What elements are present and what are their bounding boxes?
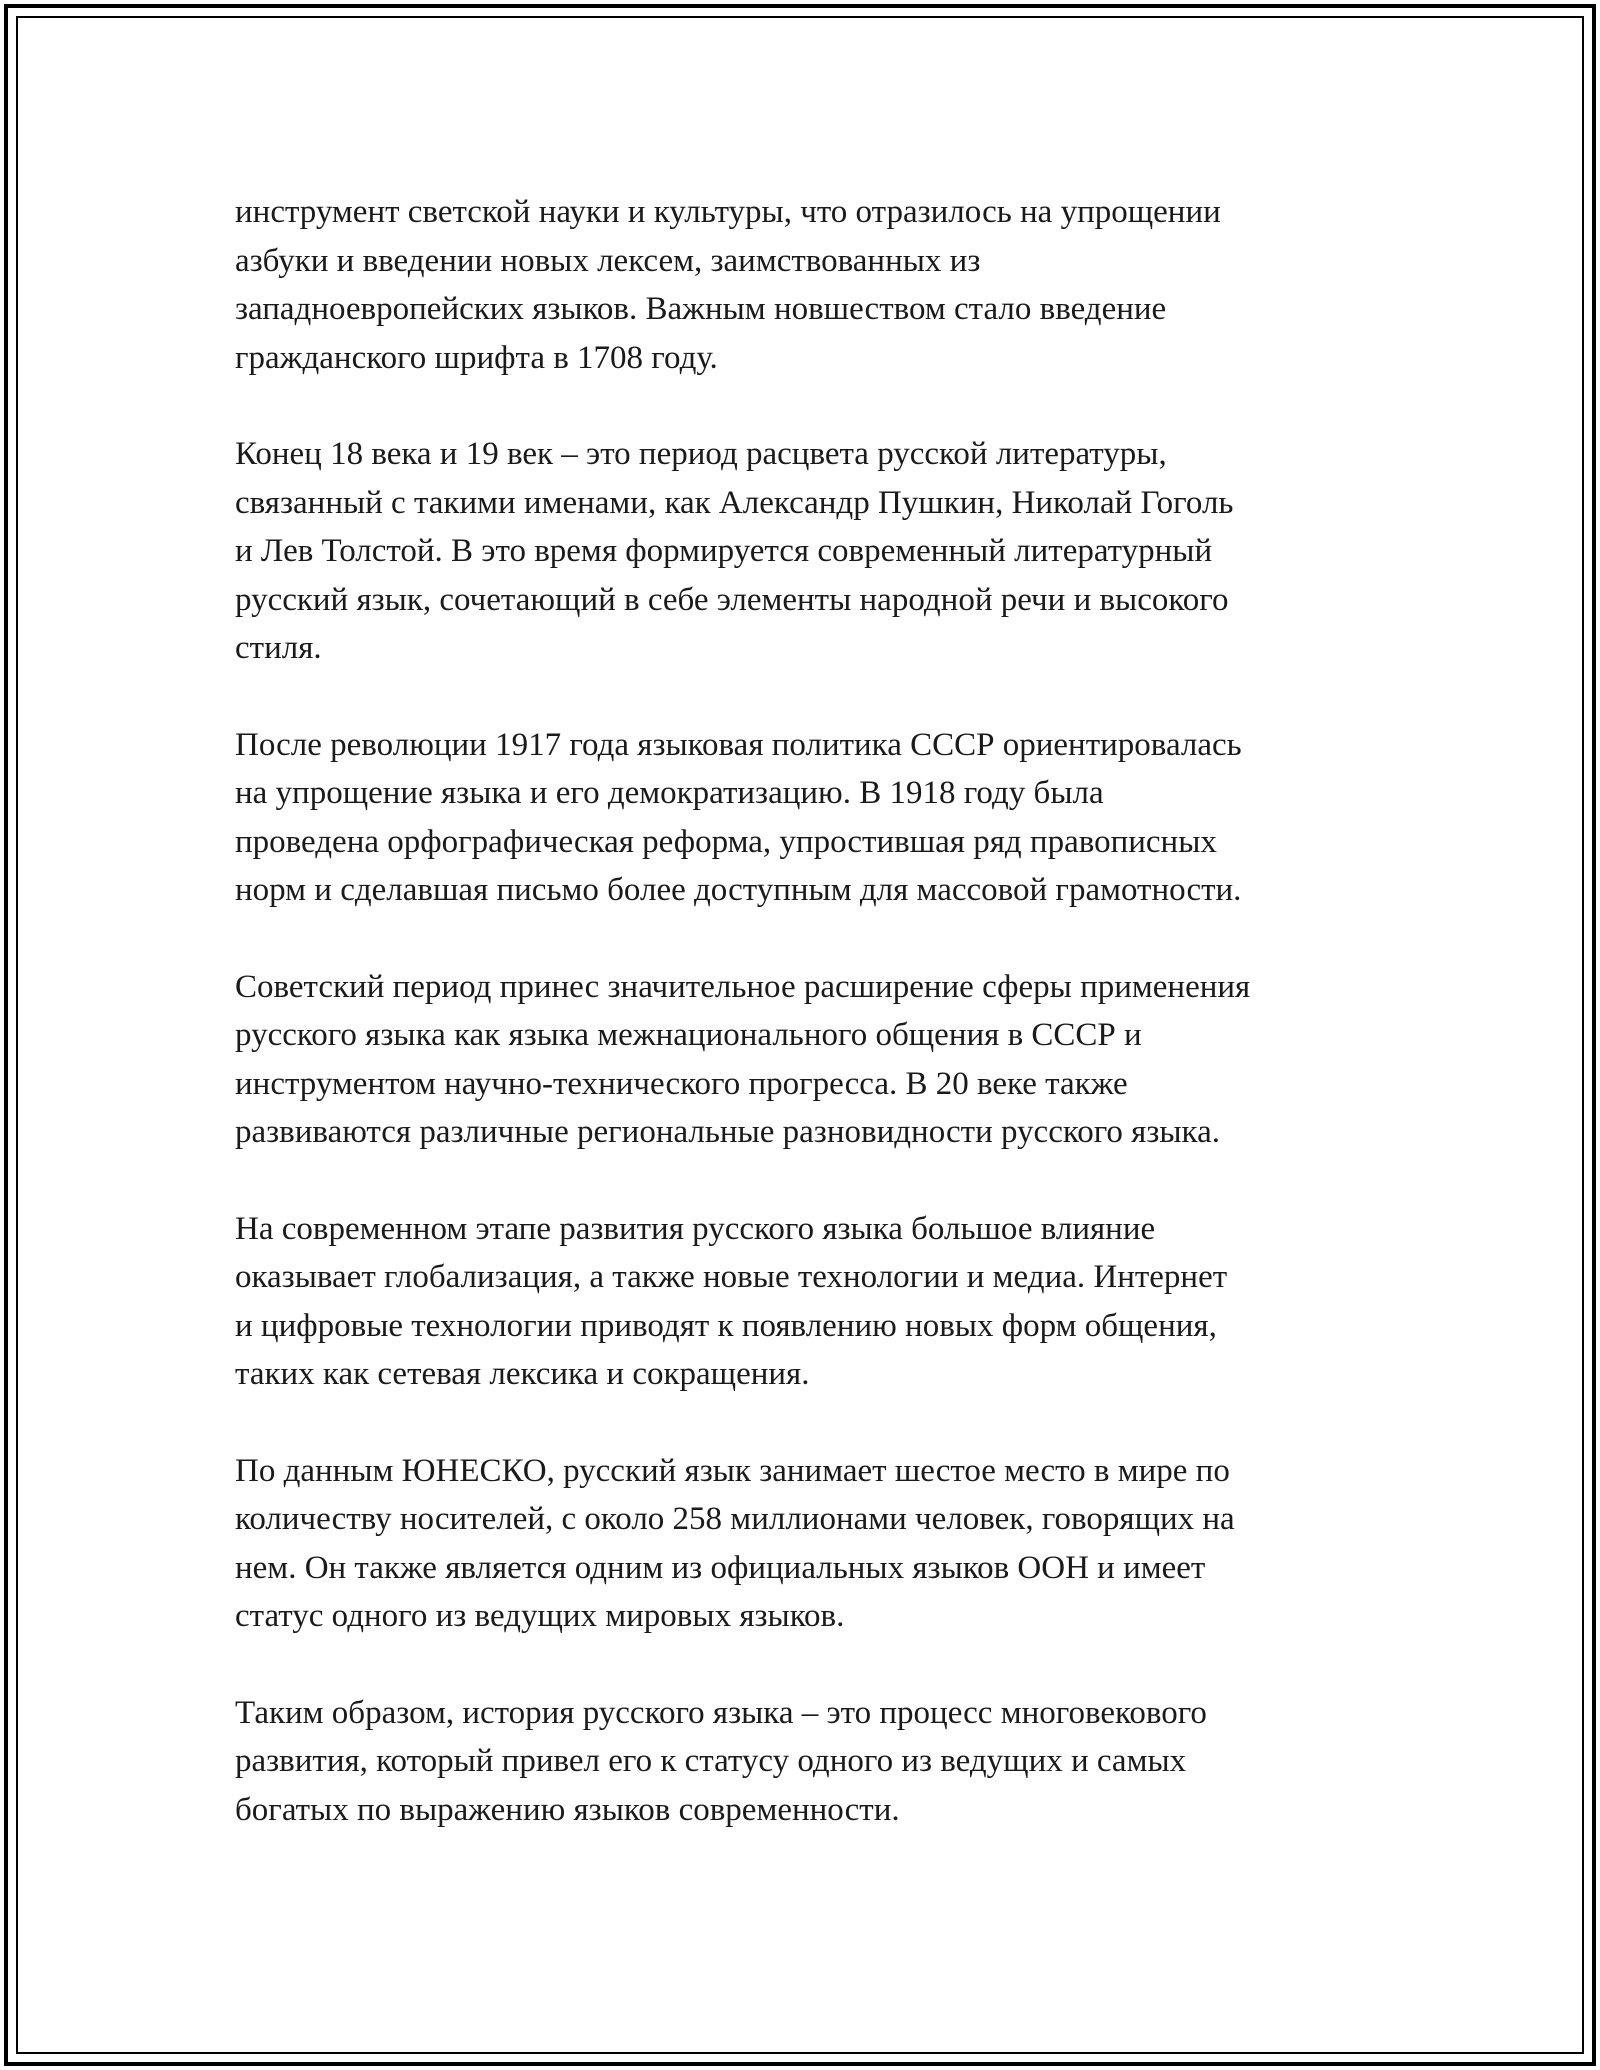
paragraph-19th-century: Конец 18 века и 19 век – это период расцвета русской литературы, связанный с такими именами, как Александр Пушкин, Николай Гоголь и Лев Толстой. В это время формируется современный литературный русский язык, сочетающий в себе элементы народной речи и высокого стиля.: [235, 436, 1234, 666]
document-body: [235, 188, 1375, 1882]
paragraph-civil-script: инструмент светской науки и культуры, что отразилось на упрощении азбуки и введении новых лексем, заимствованных из западноевропейских языков. Важным новшеством стало введение гражданского шрифта в 1708 году.: [235, 194, 1221, 376]
paragraph-soviet-period: Советский период принес значительное расширение сферы применения русского языка как языка межнационального общения в СССР и инструментом научно-технического прогресса. В 20 веке также развиваются различные региональные разновидности русского языка.: [235, 968, 1251, 1150]
paragraph-revolution: После революции 1917 года языковая политика СССР ориентировалась на упрощение языка и его демократизацию. В 1918 году была проведена орфографическая реформа, упростившая ряд правописных норм и сделавшая письмо более доступным для массовой грамотности.: [235, 726, 1242, 908]
paragraph-unesco: По данным ЮНЕСКО, русский язык занимает шестое место в мире по количеству носителей, с около 258 миллионами человек, говорящих на нем. Он также является одним из официальных языков ООН и имеет статус одного из ведущих мировых языков.: [235, 1452, 1235, 1634]
paragraph-conclusion: Таким образом, история русского языка – это процесс многовекового развития, который привел его к статусу одного из ведущих и самых богатых по выражению языков современности.: [235, 1694, 1207, 1828]
paragraph-modern-stage: На современном этапе развития русского языка большое влияние оказывает глобализация, а также новые технологии и медиа. Интернет и цифровые технологии приводят к появлению новых форм общения, таких как сетевая лексика и сокращения.: [235, 1210, 1228, 1392]
